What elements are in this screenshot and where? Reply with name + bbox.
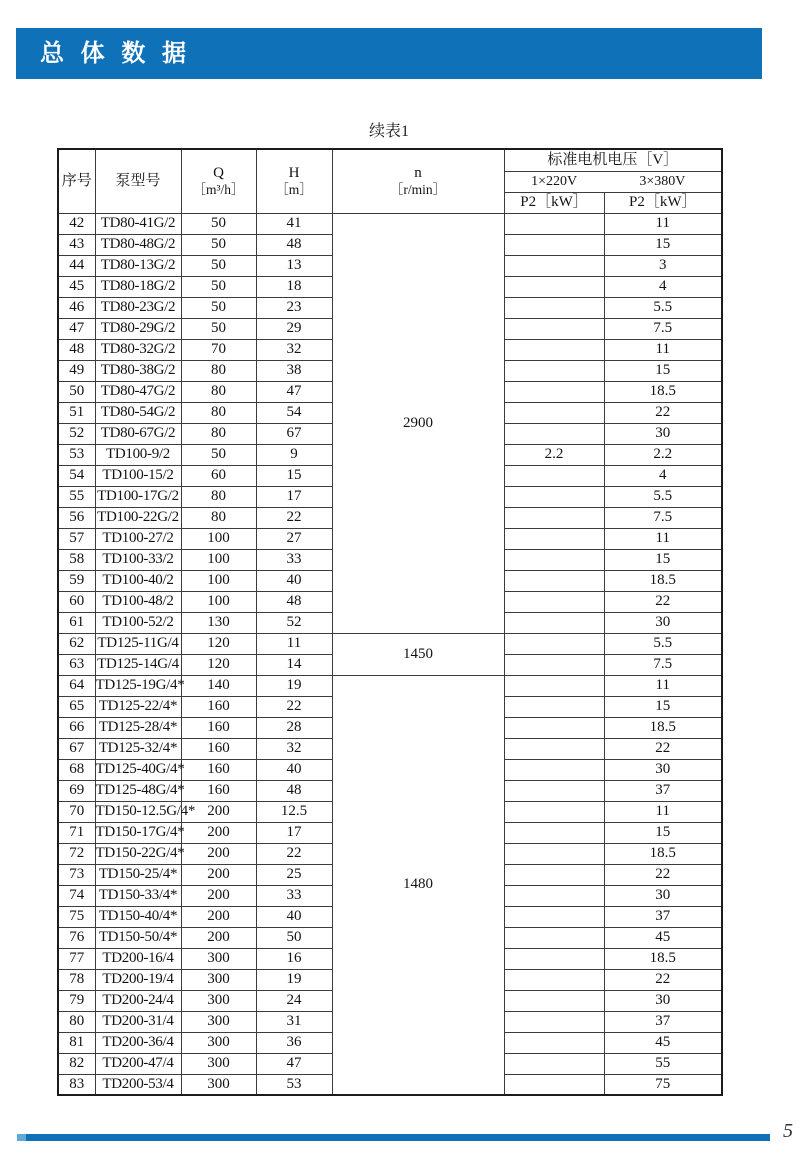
p2-380-cell: 15	[604, 360, 722, 381]
h-cell: 36	[256, 1032, 332, 1053]
q-cell: 80	[181, 402, 256, 423]
p2-220-cell	[504, 675, 604, 696]
p2-220-cell	[504, 906, 604, 927]
p2-380-cell: 45	[604, 1032, 722, 1053]
header-h-unit: ［m］	[275, 182, 313, 198]
row-no-cell: 63	[58, 654, 95, 675]
p2-220-cell	[504, 591, 604, 612]
p2-380-cell: 22	[604, 864, 722, 885]
p2-380-cell: 11	[604, 339, 722, 360]
model-cell: TD100-22G/2	[95, 507, 181, 528]
h-cell: 31	[256, 1011, 332, 1032]
p2-220-cell	[504, 801, 604, 822]
p2-380-cell: 75	[604, 1074, 722, 1095]
h-cell: 17	[256, 822, 332, 843]
q-cell: 160	[181, 780, 256, 801]
q-cell: 50	[181, 234, 256, 255]
table-row	[58, 675, 722, 696]
q-cell: 50	[181, 213, 256, 234]
footer-rule	[17, 1134, 770, 1141]
p2-380-cell: 7.5	[604, 654, 722, 675]
row-no-cell: 60	[58, 591, 95, 612]
q-cell: 200	[181, 885, 256, 906]
q-cell: 100	[181, 528, 256, 549]
p2-380-cell: 11	[604, 675, 722, 696]
h-cell: 14	[256, 654, 332, 675]
p2-220-cell	[504, 528, 604, 549]
p2-380-cell: 18.5	[604, 570, 722, 591]
h-cell: 47	[256, 381, 332, 402]
p2-220-cell	[504, 612, 604, 633]
p2-380-cell: 15	[604, 549, 722, 570]
row-no-cell: 80	[58, 1011, 95, 1032]
model-cell: TD80-29G/2	[95, 318, 181, 339]
p2-220-cell	[504, 696, 604, 717]
model-cell: TD125-48G/4*	[95, 780, 181, 801]
p2-380-cell: 2.2	[604, 444, 722, 465]
p2-380-cell: 18.5	[604, 717, 722, 738]
header-n	[332, 149, 504, 213]
h-cell: 19	[256, 969, 332, 990]
page-number: 5	[783, 1120, 793, 1142]
row-no-cell: 64	[58, 675, 95, 696]
q-cell: 50	[181, 255, 256, 276]
model-cell: TD100-27/2	[95, 528, 181, 549]
h-cell: 48	[256, 591, 332, 612]
model-cell: TD80-13G/2	[95, 255, 181, 276]
header-p2-220: P2［kW］	[504, 192, 604, 213]
row-no-cell: 66	[58, 717, 95, 738]
h-cell: 52	[256, 612, 332, 633]
row-no-cell: 75	[58, 906, 95, 927]
q-cell: 200	[181, 906, 256, 927]
header-voltage-220: 1×220V	[531, 173, 578, 189]
header-n-unit: ［r/min］	[389, 182, 447, 198]
h-cell: 50	[256, 927, 332, 948]
model-cell: TD125-32/4*	[95, 738, 181, 759]
model-cell: TD100-9/2	[95, 444, 181, 465]
q-cell: 160	[181, 696, 256, 717]
p2-380-cell: 37	[604, 780, 722, 801]
row-no-cell: 53	[58, 444, 95, 465]
h-cell: 18	[256, 276, 332, 297]
model-cell: TD150-22G/4*	[95, 843, 181, 864]
p2-220-cell	[504, 339, 604, 360]
model-cell: TD150-50/4*	[95, 927, 181, 948]
model-cell: TD100-40/2	[95, 570, 181, 591]
row-no-cell: 48	[58, 339, 95, 360]
q-cell: 300	[181, 1053, 256, 1074]
model-cell: TD80-18G/2	[95, 276, 181, 297]
q-cell: 50	[181, 297, 256, 318]
p2-220-cell: 2.2	[504, 444, 604, 465]
p2-380-cell: 18.5	[604, 948, 722, 969]
row-no-cell: 51	[58, 402, 95, 423]
q-cell: 50	[181, 276, 256, 297]
q-cell: 300	[181, 990, 256, 1011]
q-cell: 160	[181, 717, 256, 738]
row-no-cell: 82	[58, 1053, 95, 1074]
row-no-cell: 56	[58, 507, 95, 528]
p2-220-cell	[504, 318, 604, 339]
row-no-cell: 68	[58, 759, 95, 780]
h-cell: 16	[256, 948, 332, 969]
p2-380-cell: 4	[604, 276, 722, 297]
p2-220-cell	[504, 990, 604, 1011]
row-no-cell: 59	[58, 570, 95, 591]
h-cell: 22	[256, 843, 332, 864]
q-cell: 100	[181, 549, 256, 570]
p2-380-cell: 22	[604, 738, 722, 759]
row-no-cell: 65	[58, 696, 95, 717]
h-cell: 40	[256, 759, 332, 780]
h-cell: 24	[256, 990, 332, 1011]
q-cell: 300	[181, 1032, 256, 1053]
p2-220-cell	[504, 360, 604, 381]
header-voltage-labels	[504, 171, 722, 192]
model-cell: TD125-40G/4*	[95, 759, 181, 780]
p2-220-cell	[504, 780, 604, 801]
q-cell: 140	[181, 675, 256, 696]
q-cell: 70	[181, 339, 256, 360]
p2-220-cell	[504, 1074, 604, 1095]
model-cell: TD80-41G/2	[95, 213, 181, 234]
p2-220-cell	[504, 864, 604, 885]
p2-220-cell	[504, 885, 604, 906]
q-cell: 300	[181, 948, 256, 969]
row-no-cell: 43	[58, 234, 95, 255]
header-h-symbol: H	[288, 165, 300, 182]
h-cell: 22	[256, 696, 332, 717]
h-cell: 38	[256, 360, 332, 381]
model-cell: TD150-25/4*	[95, 864, 181, 885]
p2-380-cell: 15	[604, 696, 722, 717]
row-no-cell: 45	[58, 276, 95, 297]
p2-380-cell: 22	[604, 969, 722, 990]
p2-220-cell	[504, 759, 604, 780]
h-cell: 67	[256, 423, 332, 444]
header-q-symbol: Q	[213, 165, 224, 182]
q-cell: 160	[181, 759, 256, 780]
h-cell: 19	[256, 675, 332, 696]
p2-220-cell	[504, 570, 604, 591]
q-cell: 160	[181, 738, 256, 759]
p2-220-cell	[504, 969, 604, 990]
p2-380-cell: 11	[604, 213, 722, 234]
row-no-cell: 70	[58, 801, 95, 822]
h-cell: 54	[256, 402, 332, 423]
q-cell: 50	[181, 318, 256, 339]
row-no-cell: 52	[58, 423, 95, 444]
h-cell: 33	[256, 885, 332, 906]
p2-220-cell	[504, 486, 604, 507]
model-cell: TD200-24/4	[95, 990, 181, 1011]
h-cell: 41	[256, 213, 332, 234]
row-no-cell: 72	[58, 843, 95, 864]
model-cell: TD100-48/2	[95, 591, 181, 612]
model-cell: TD200-19/4	[95, 969, 181, 990]
p2-220-cell	[504, 213, 604, 234]
speed-cell: 1480	[332, 675, 504, 1095]
p2-380-cell: 15	[604, 822, 722, 843]
model-cell: TD100-17G/2	[95, 486, 181, 507]
model-cell: TD80-54G/2	[95, 402, 181, 423]
header-q	[181, 149, 256, 213]
model-cell: TD150-12.5G/4*	[95, 801, 181, 822]
section-title: 总 体 数 据	[40, 40, 192, 67]
row-no-cell: 49	[58, 360, 95, 381]
model-cell: TD80-23G/2	[95, 297, 181, 318]
model-cell: TD150-17G/4*	[95, 822, 181, 843]
p2-380-cell: 11	[604, 528, 722, 549]
p2-220-cell	[504, 423, 604, 444]
q-cell: 300	[181, 1074, 256, 1095]
h-cell: 32	[256, 738, 332, 759]
p2-220-cell	[504, 276, 604, 297]
row-no-cell: 50	[58, 381, 95, 402]
section-banner	[16, 28, 762, 79]
h-cell: 33	[256, 549, 332, 570]
p2-220-cell	[504, 507, 604, 528]
q-cell: 80	[181, 381, 256, 402]
p2-380-cell: 55	[604, 1053, 722, 1074]
row-no-cell: 62	[58, 633, 95, 654]
model-cell: TD150-33/4*	[95, 885, 181, 906]
q-cell: 100	[181, 570, 256, 591]
q-cell: 130	[181, 612, 256, 633]
q-cell: 80	[181, 423, 256, 444]
q-cell: 200	[181, 843, 256, 864]
model-cell: TD200-31/4	[95, 1011, 181, 1032]
row-no-cell: 78	[58, 969, 95, 990]
q-cell: 200	[181, 927, 256, 948]
header-no: 序号	[58, 149, 95, 213]
model-cell: TD200-53/4	[95, 1074, 181, 1095]
p2-220-cell	[504, 549, 604, 570]
p2-380-cell: 3	[604, 255, 722, 276]
p2-380-cell: 7.5	[604, 318, 722, 339]
model-cell: TD200-47/4	[95, 1053, 181, 1074]
model-cell: TD80-67G/2	[95, 423, 181, 444]
model-cell: TD100-33/2	[95, 549, 181, 570]
h-cell: 48	[256, 234, 332, 255]
header-h	[256, 149, 332, 213]
header-n-symbol: n	[414, 165, 422, 182]
header-p2-380: P2［kW］	[604, 192, 722, 213]
p2-380-cell: 18.5	[604, 843, 722, 864]
p2-380-cell: 37	[604, 1011, 722, 1032]
q-cell: 80	[181, 486, 256, 507]
model-cell: TD125-14G/4	[95, 654, 181, 675]
p2-380-cell: 15	[604, 234, 722, 255]
q-cell: 120	[181, 654, 256, 675]
p2-380-cell: 11	[604, 801, 722, 822]
h-cell: 9	[256, 444, 332, 465]
h-cell: 17	[256, 486, 332, 507]
q-cell: 50	[181, 444, 256, 465]
p2-220-cell	[504, 738, 604, 759]
p2-220-cell	[504, 1032, 604, 1053]
q-cell: 60	[181, 465, 256, 486]
q-cell: 80	[181, 360, 256, 381]
p2-380-cell: 30	[604, 612, 722, 633]
p2-380-cell: 30	[604, 759, 722, 780]
model-cell: TD80-48G/2	[95, 234, 181, 255]
q-cell: 80	[181, 507, 256, 528]
p2-380-cell: 22	[604, 402, 722, 423]
model-cell: TD80-38G/2	[95, 360, 181, 381]
header-voltage-group: 标准电机电压［V］	[504, 149, 722, 171]
h-cell: 12.5	[256, 801, 332, 822]
p2-380-cell: 30	[604, 885, 722, 906]
p2-220-cell	[504, 402, 604, 423]
row-no-cell: 46	[58, 297, 95, 318]
p2-380-cell: 37	[604, 906, 722, 927]
model-cell: TD200-16/4	[95, 948, 181, 969]
row-no-cell: 44	[58, 255, 95, 276]
p2-380-cell: 30	[604, 990, 722, 1011]
q-cell: 200	[181, 822, 256, 843]
h-cell: 40	[256, 570, 332, 591]
h-cell: 25	[256, 864, 332, 885]
table-row	[58, 213, 722, 234]
row-no-cell: 47	[58, 318, 95, 339]
table-caption: 续表1	[368, 123, 409, 140]
p2-380-cell: 45	[604, 927, 722, 948]
h-cell: 40	[256, 906, 332, 927]
q-cell: 120	[181, 633, 256, 654]
h-cell: 22	[256, 507, 332, 528]
h-cell: 23	[256, 297, 332, 318]
p2-220-cell	[504, 381, 604, 402]
q-cell: 200	[181, 801, 256, 822]
h-cell: 27	[256, 528, 332, 549]
row-no-cell: 73	[58, 864, 95, 885]
h-cell: 15	[256, 465, 332, 486]
q-cell: 200	[181, 864, 256, 885]
model-cell: TD100-15/2	[95, 465, 181, 486]
model-cell: TD80-47G/2	[95, 381, 181, 402]
row-no-cell: 71	[58, 822, 95, 843]
p2-380-cell: 7.5	[604, 507, 722, 528]
p2-380-cell: 30	[604, 423, 722, 444]
p2-380-cell: 4	[604, 465, 722, 486]
row-no-cell: 69	[58, 780, 95, 801]
model-cell: TD125-28/4*	[95, 717, 181, 738]
p2-220-cell	[504, 234, 604, 255]
p2-380-cell: 18.5	[604, 381, 722, 402]
p2-220-cell	[504, 633, 604, 654]
h-cell: 53	[256, 1074, 332, 1095]
h-cell: 13	[256, 255, 332, 276]
h-cell: 11	[256, 633, 332, 654]
p2-380-cell: 5.5	[604, 486, 722, 507]
p2-380-cell: 5.5	[604, 633, 722, 654]
p2-220-cell	[504, 927, 604, 948]
row-no-cell: 67	[58, 738, 95, 759]
row-no-cell: 58	[58, 549, 95, 570]
row-no-cell: 74	[58, 885, 95, 906]
p2-220-cell	[504, 948, 604, 969]
p2-380-cell: 22	[604, 591, 722, 612]
header-model: 泵型号	[95, 149, 181, 213]
p2-220-cell	[504, 1053, 604, 1074]
h-cell: 28	[256, 717, 332, 738]
header-voltage-380: 3×380V	[639, 173, 686, 189]
header-q-unit: ［m³/h］	[192, 182, 245, 198]
row-no-cell: 57	[58, 528, 95, 549]
row-no-cell: 81	[58, 1032, 95, 1053]
p2-220-cell	[504, 822, 604, 843]
row-no-cell: 83	[58, 1074, 95, 1095]
speed-cell: 2900	[332, 213, 504, 633]
p2-220-cell	[504, 654, 604, 675]
pump-data-table	[57, 148, 723, 1096]
p2-220-cell	[504, 255, 604, 276]
p2-220-cell	[504, 717, 604, 738]
h-cell: 48	[256, 780, 332, 801]
model-cell: TD100-52/2	[95, 612, 181, 633]
speed-cell: 1450	[332, 633, 504, 675]
q-cell: 100	[181, 591, 256, 612]
p2-220-cell	[504, 1011, 604, 1032]
row-no-cell: 76	[58, 927, 95, 948]
row-no-cell: 42	[58, 213, 95, 234]
model-cell: TD125-11G/4	[95, 633, 181, 654]
model-cell: TD150-40/4*	[95, 906, 181, 927]
h-cell: 47	[256, 1053, 332, 1074]
q-cell: 300	[181, 1011, 256, 1032]
p2-220-cell	[504, 297, 604, 318]
table-body	[58, 213, 722, 1095]
model-cell: TD200-36/4	[95, 1032, 181, 1053]
table-row	[58, 633, 722, 654]
row-no-cell: 77	[58, 948, 95, 969]
p2-220-cell	[504, 465, 604, 486]
model-cell: TD125-22/4*	[95, 696, 181, 717]
row-no-cell: 61	[58, 612, 95, 633]
h-cell: 32	[256, 339, 332, 360]
h-cell: 29	[256, 318, 332, 339]
row-no-cell: 54	[58, 465, 95, 486]
model-cell: TD125-19G/4*	[95, 675, 181, 696]
p2-380-cell: 5.5	[604, 297, 722, 318]
table-header	[58, 149, 722, 213]
row-no-cell: 79	[58, 990, 95, 1011]
row-no-cell: 55	[58, 486, 95, 507]
model-cell: TD80-32G/2	[95, 339, 181, 360]
q-cell: 300	[181, 969, 256, 990]
p2-220-cell	[504, 843, 604, 864]
